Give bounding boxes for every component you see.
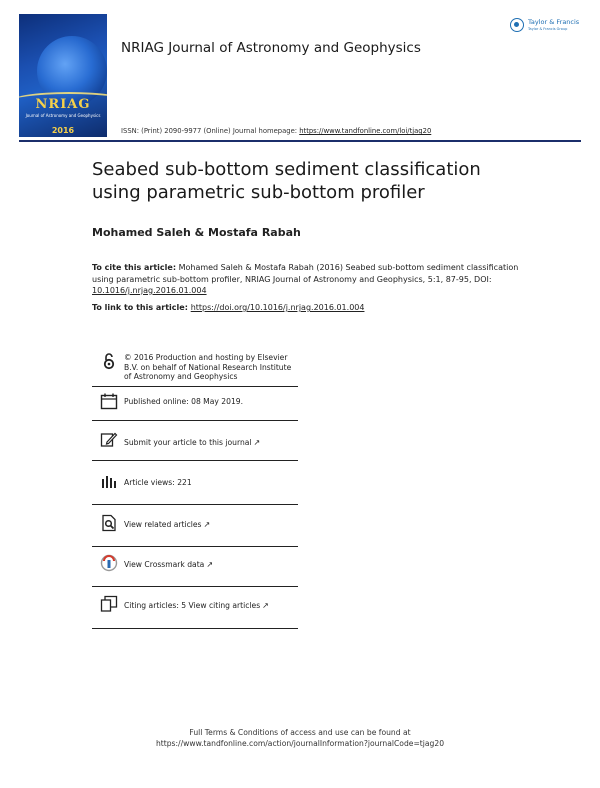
link-label: To link to this article: [92,303,191,312]
journal-homepage-link[interactable]: https://www.tandfonline.com/loi/tjag20 [299,127,432,135]
related-articles-icon [100,514,118,532]
license-text: © 2016 Production and hosting by Elsevier B.V. on behalf of National Research Institute of Astronomy and Geophysics [124,353,292,381]
external-link-icon: ↗ [262,601,269,610]
citing-articles-icon [100,595,118,613]
citation-label: To cite this article: [92,263,177,272]
citation-text: Mohamed Saleh & Mostafa Rabah (2016) Seabed sub-bottom sediment classification using parametric sub-bottom profiler, NRIAG Journal of Astronomy and Geophysics, 5:1, 87-95, DOI: [92,263,519,284]
article-title: Seabed sub-bottom sediment classification using parametric sub-bottom profiler [92,159,481,203]
related-row[interactable] [92,508,298,547]
journal-cover-image [19,14,107,137]
footer-terms [100,727,500,749]
cover-year: 2016 [51,126,75,135]
view-crossmark-link[interactable]: View Crossmark data ↗ [124,560,214,569]
view-related-articles-link[interactable]: View related articles ↗ [124,520,211,529]
external-link-icon: ↗ [203,520,211,529]
crossmark-icon [100,554,118,572]
publisher-logo-icon [510,18,524,32]
citation-block [92,262,522,297]
edit-pencil-icon [100,431,118,449]
published-date: Published online: 08 May 2019. [124,397,244,406]
submit-row[interactable] [92,424,298,461]
article-views: Article views: 221 [124,478,192,487]
crossmark-row[interactable] [92,550,298,587]
published-row [92,390,298,421]
publisher-tagline: Taylor & Francis Group [528,27,568,31]
external-link-icon: ↗ [253,438,261,447]
article-authors: Mohamed Saleh & Mostafa Rabah [92,226,301,239]
publisher-name: Taylor & Francis [528,18,580,26]
footer-terms-url[interactable]: https://www.tandfonline.com/action/journalInformation?journalCode=tjag20 [155,739,445,748]
journal-title: NRIAG Journal of Astronomy and Geophysics [121,40,421,56]
cover-subtitle: Journal of Astronomy and Geophysics [25,113,101,118]
citing-row[interactable] [92,590,298,629]
header-divider [19,140,581,142]
license-row [92,350,298,387]
doi-link[interactable]: 10.1016/j.nrjag.2016.01.004 [92,286,207,295]
view-citing-articles-link[interactable]: Citing articles: 5 View citing articles ↗ [124,601,269,610]
issn-text: ISSN: (Print) 2090-9977 (Online) Journal homepage: [121,127,300,135]
publisher-logo [510,18,582,36]
views-row [92,464,298,505]
article-link-block [92,303,364,312]
submit-article-link[interactable]: Submit your article to this journal ↗ [124,438,261,447]
bar-chart-icon [100,472,118,490]
article-doi-url-link[interactable]: https://doi.org/10.1016/j.nrjag.2016.01.004 [190,303,365,312]
footer-terms-text: Full Terms & Conditions of access and use can be found at [189,728,411,737]
cover-title: NRIAG [35,97,91,112]
open-access-lock-icon [100,352,118,370]
issn-line [121,127,431,135]
calendar-icon [100,392,118,410]
external-link-icon: ↗ [206,560,214,569]
